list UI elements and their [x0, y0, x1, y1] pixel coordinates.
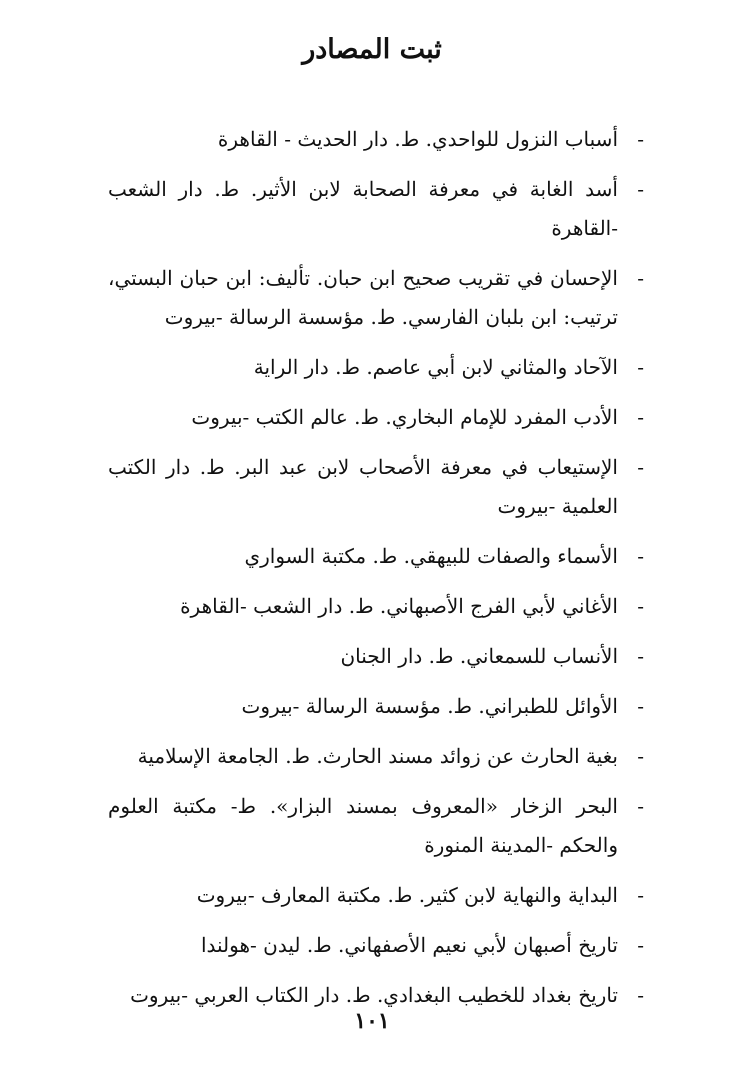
list-dash: - [637, 594, 644, 618]
list-dash: - [637, 266, 644, 290]
list-item [108, 876, 644, 915]
entry-text: الإحسان في تقريب صحيح ابن حبان. تأليف: ابن حبان البستي، ترتيب: ابن بلبان الفارسي. ط. مؤسسة الرسالة -بيروت [108, 266, 618, 329]
list-item [108, 926, 644, 965]
entry-text: تاريخ بغداد للخطيب البغدادي. ط. دار الكتاب العربي -بيروت [130, 983, 618, 1007]
entry-text: الأنساب للسمعاني. ط. دار الجنان [340, 644, 618, 668]
list-item [108, 170, 644, 248]
entry-text: الأوائل للطبراني. ط. مؤسسة الرسالة -بيروت [241, 694, 618, 718]
list-item [108, 537, 644, 576]
list-item [108, 687, 644, 726]
list-dash: - [637, 405, 644, 429]
list-dash: - [637, 694, 644, 718]
list-dash: - [637, 744, 644, 768]
entry-text: الآحاد والمثاني لابن أبي عاصم. ط. دار الراية [253, 355, 618, 379]
sources-list [108, 120, 644, 1026]
list-dash: - [637, 177, 644, 201]
list-item [108, 587, 644, 626]
list-dash: - [637, 544, 644, 568]
page-title: ثبت المصادر [302, 34, 442, 65]
list-item [108, 448, 644, 526]
entry-text: الأغاني لأبي الفرج الأصبهاني. ط. دار الشعب -القاهرة [180, 594, 618, 618]
list-dash: - [637, 983, 644, 1007]
entry-text: البداية والنهاية لابن كثير. ط. مكتبة المعارف -بيروت [196, 883, 618, 907]
entry-text: أسباب النزول للواحدي. ط. دار الحديث - القاهرة [217, 127, 618, 151]
entry-text: الإستيعاب في معرفة الأصحاب لابن عبد البر. ط. دار الكتب العلمية -بيروت [108, 455, 618, 518]
entry-text: البحر الزخار «المعروف بمسند البزار». ط- مكتبة العلوم والحكم -المدينة المنورة [108, 794, 618, 857]
entry-text: بغية الحارث عن زوائد مسند الحارث. ط. الجامعة الإسلامية [137, 744, 618, 768]
list-item [108, 120, 644, 159]
list-item [108, 398, 644, 437]
entry-text: أسد الغابة في معرفة الصحابة لابن الأثير. ط. دار الشعب -القاهرة [108, 177, 618, 240]
entry-text: الأدب المفرد للإمام البخاري. ط. عالم الكتب -بيروت [191, 405, 618, 429]
list-dash: - [637, 644, 644, 668]
list-dash: - [637, 127, 644, 151]
list-item [108, 637, 644, 676]
list-dash: - [637, 883, 644, 907]
entry-text: الأسماء والصفات للبيهقي. ط. مكتبة السواري [244, 544, 618, 568]
page-number: ١٠١ [354, 1008, 390, 1034]
list-item [108, 259, 644, 337]
list-dash: - [637, 455, 644, 479]
list-dash: - [637, 355, 644, 379]
list-item [108, 348, 644, 387]
list-item [108, 787, 644, 865]
list-item [108, 737, 644, 776]
list-dash: - [637, 933, 644, 957]
list-dash: - [637, 794, 644, 818]
entry-text: تاريخ أصبهان لأبي نعيم الأصفهاني. ط. ليدن -هولندا [200, 933, 618, 957]
